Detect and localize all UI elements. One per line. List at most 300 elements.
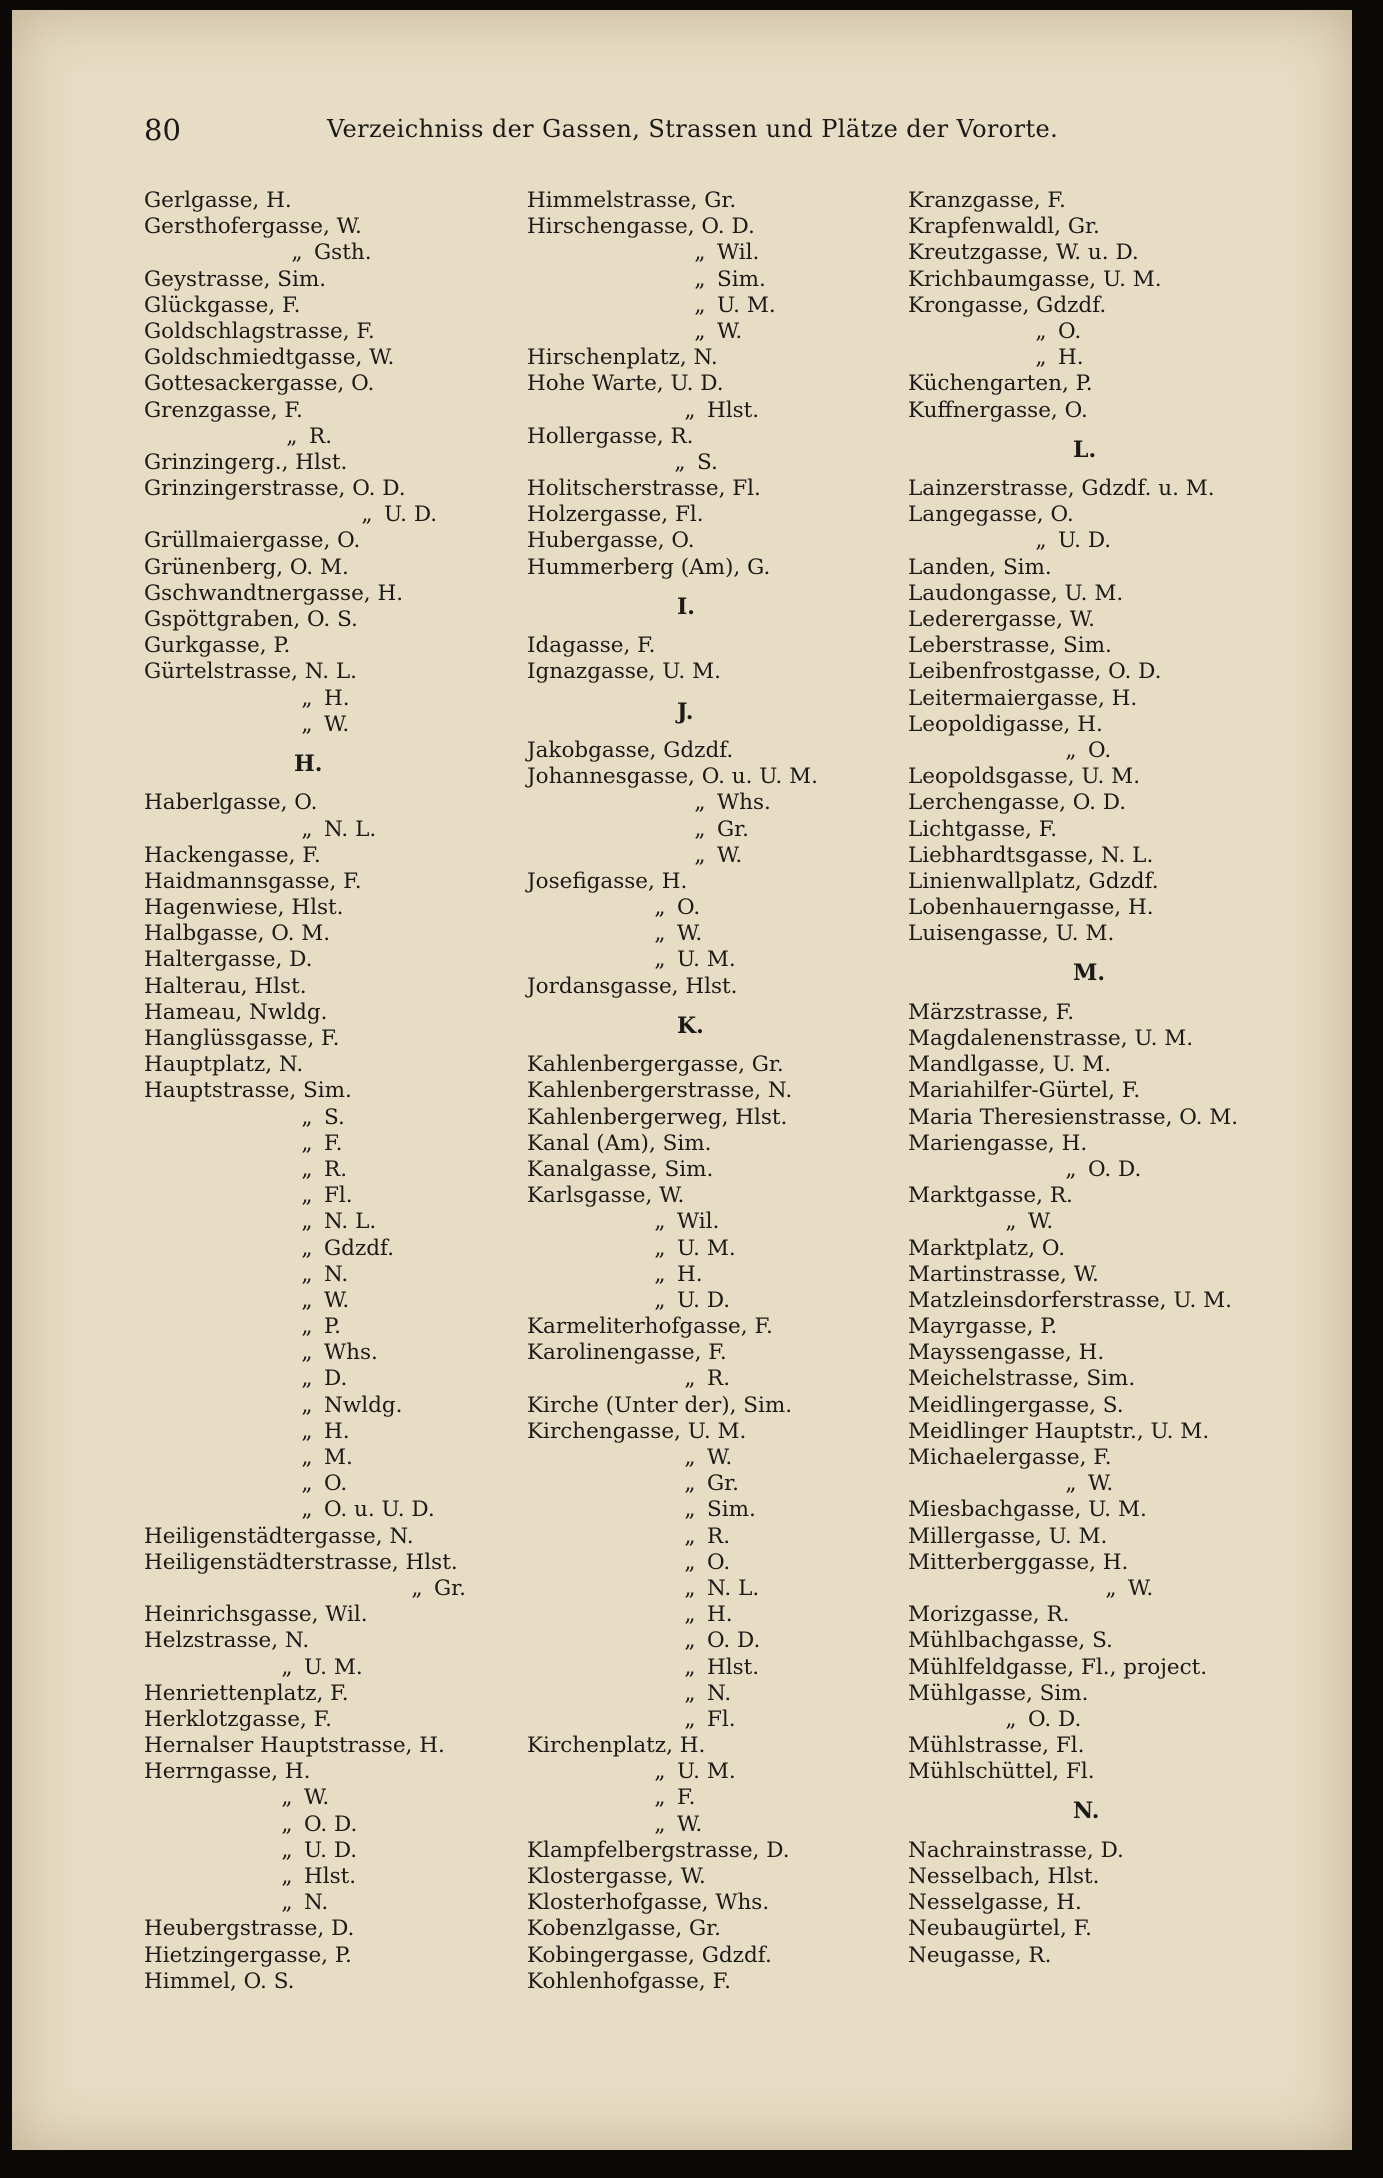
- street-entry: Kirche (Unter der), Sim.: [527, 1392, 793, 1418]
- ditto-entry: [527, 240, 818, 266]
- ditto-entry: [144, 1366, 466, 1392]
- ditto-mark: „: [694, 318, 706, 344]
- street-entry: Hirschengasse, O. D.: [527, 214, 755, 240]
- street-entry: Herrngasse, H.: [144, 1759, 311, 1785]
- ditto-entry: [144, 1157, 466, 1183]
- street-entry: Leibenfrostgasse, O. D.: [908, 659, 1162, 685]
- section-letter: L.: [1073, 436, 1097, 463]
- ditto-mark: „: [281, 1864, 293, 1890]
- entry-district: U. D.: [1058, 528, 1112, 554]
- ditto-entry: [144, 1838, 466, 1864]
- street-entry: Kahlenbergergasse, Gr.: [527, 1052, 784, 1078]
- ditto-mark: „: [281, 1837, 293, 1863]
- street-entry: Grinzingerstrasse, O. D.: [144, 476, 406, 502]
- ditto-entry: [144, 1340, 466, 1366]
- street-entry: Halterau, Hlst.: [144, 973, 307, 999]
- entry-district: Whs.: [324, 1340, 378, 1366]
- street-entry: Hameau, Nwldg.: [144, 999, 328, 1025]
- entry-district: Hlst.: [707, 1654, 760, 1680]
- ditto-mark: „: [654, 921, 666, 947]
- ditto-entry: [144, 1445, 466, 1471]
- street-entry: Haberlgasse, O.: [144, 790, 318, 816]
- street-entry: Halbgasse, O. M.: [144, 921, 331, 947]
- entry-district: F.: [324, 1130, 343, 1156]
- entry-district: Gdzdf.: [324, 1235, 395, 1261]
- ditto-mark: „: [281, 1890, 293, 1916]
- ditto-entry: [527, 921, 818, 947]
- street-entry: Holitscherstrasse, Fl.: [527, 476, 761, 502]
- entry-district: H.: [324, 1418, 350, 1444]
- entry-district: R.: [324, 1156, 348, 1182]
- ditto-entry: [908, 738, 1238, 764]
- street-entry: Nachrainstrasse, D.: [908, 1837, 1124, 1863]
- ditto-entry: [908, 1209, 1238, 1235]
- street-entry: Liebhardtsgasse, N. L.: [908, 842, 1154, 868]
- ditto-entry: [144, 502, 466, 528]
- entry-district: O.: [677, 895, 701, 921]
- entry-district: M.: [324, 1445, 353, 1471]
- ditto-entry: [144, 1890, 466, 1916]
- ditto-entry: [144, 1393, 466, 1419]
- street-entry: Himmel, O. S.: [144, 1968, 295, 1994]
- ditto-entry: [527, 1445, 818, 1471]
- street-entry: Leberstrasse, Sim.: [908, 633, 1112, 659]
- ditto-mark: „: [674, 449, 686, 475]
- street-entry: Krichbaumgasse, U. M.: [908, 266, 1162, 292]
- entry-district: O.: [707, 1549, 731, 1575]
- ditto-entry: [527, 1262, 818, 1288]
- ditto-entry: [527, 1576, 818, 1602]
- ditto-entry: [527, 398, 818, 424]
- street-entry: Haidmannsgasse, F.: [144, 868, 362, 894]
- ditto-mark: „: [301, 1156, 313, 1182]
- street-entry: Kanalgasse, Sim.: [527, 1156, 714, 1182]
- street-entry: Küchengarten, P.: [908, 371, 1093, 397]
- street-entry: Lobenhauerngasse, H.: [908, 895, 1154, 921]
- street-entry: Marktgasse, R.: [908, 1183, 1073, 1209]
- entry-district: Gr.: [434, 1575, 466, 1601]
- street-entry: Mühlschüttel, Fl.: [908, 1759, 1095, 1785]
- street-entry: Karlsgasse, W.: [527, 1183, 685, 1209]
- ditto-entry: [144, 1183, 466, 1209]
- ditto-entry: [527, 843, 818, 869]
- entry-district: W.: [324, 1287, 350, 1313]
- ditto-entry: [527, 267, 818, 293]
- ditto-entry: [527, 1288, 818, 1314]
- entry-district: H.: [324, 685, 350, 711]
- street-entry: Magdalenenstrasse, U. M.: [908, 1026, 1194, 1052]
- street-entry: Maria Theresienstrasse, O. M.: [908, 1104, 1239, 1130]
- street-entry: Grenzgasse, F.: [144, 397, 303, 423]
- entry-district: N.: [707, 1680, 732, 1706]
- entry-district: S.: [324, 1104, 345, 1130]
- street-entry: Luisengasse, U. M.: [908, 921, 1115, 947]
- ditto-mark: „: [684, 1680, 696, 1706]
- ditto-mark: „: [1005, 1209, 1017, 1235]
- ditto-mark: „: [694, 240, 706, 266]
- ditto-entry: [144, 817, 466, 843]
- entry-district: W.: [1128, 1575, 1154, 1601]
- street-entry: Karmeliterhofgasse, F.: [527, 1314, 773, 1340]
- ditto-mark: „: [301, 1471, 313, 1497]
- ditto-entry: [527, 1524, 818, 1550]
- entry-district: W.: [324, 711, 350, 737]
- ditto-entry: [144, 1105, 466, 1131]
- ditto-mark: „: [684, 1471, 696, 1497]
- street-entry: Kobingergasse, Gdzdf.: [527, 1942, 772, 1968]
- street-entry: Laudongasse, U. M.: [908, 580, 1124, 606]
- ditto-mark: „: [684, 1523, 696, 1549]
- entry-district: W.: [304, 1785, 330, 1811]
- street-entry: Morizgasse, R.: [908, 1602, 1070, 1628]
- ditto-mark: „: [301, 711, 313, 737]
- street-entry: Mayrgasse, P.: [908, 1314, 1058, 1340]
- ditto-mark: „: [684, 1497, 696, 1523]
- street-entry: Neubaugürtel, F.: [908, 1916, 1093, 1942]
- page-number: 80: [144, 113, 181, 147]
- street-entry: Lederergasse, W.: [908, 607, 1095, 633]
- street-entry: Klostergasse, W.: [527, 1864, 706, 1890]
- ditto-entry: [144, 1655, 466, 1681]
- street-entry: Gurkgasse, P.: [144, 633, 291, 659]
- ditto-entry: [527, 790, 818, 816]
- entry-district: Wil.: [677, 1209, 720, 1235]
- street-entry: Glückgasse, F.: [144, 292, 301, 318]
- ditto-mark: „: [301, 1261, 313, 1287]
- street-entry: Geystrasse, Sim.: [144, 266, 327, 292]
- entry-district: Gr.: [717, 816, 749, 842]
- street-entry: Gspöttgraben, O. S.: [144, 607, 358, 632]
- ditto-mark: „: [411, 1575, 423, 1601]
- street-entry: Kuffnergasse, O.: [908, 397, 1088, 423]
- street-entry: Henriettenplatz, F.: [144, 1680, 349, 1706]
- entry-district: H.: [707, 1602, 733, 1628]
- ditto-mark: „: [1065, 1471, 1077, 1497]
- ditto-mark: „: [1035, 318, 1047, 344]
- ditto-entry: [144, 1314, 466, 1340]
- ditto-entry: [527, 1497, 818, 1523]
- ditto-mark: „: [684, 1654, 696, 1680]
- entry-district: D.: [324, 1366, 348, 1392]
- entry-district: N. L.: [707, 1575, 760, 1601]
- ditto-entry: [908, 1471, 1238, 1497]
- ditto-mark: „: [301, 1366, 313, 1392]
- street-entry: Miesbachgasse, U. M.: [908, 1497, 1147, 1523]
- ditto-mark: „: [684, 1575, 696, 1601]
- ditto-entry: [908, 1576, 1238, 1602]
- street-entry: Kirchenplatz, H.: [527, 1733, 706, 1759]
- ditto-entry: [527, 1550, 818, 1576]
- ditto-mark: „: [654, 1759, 666, 1785]
- ditto-mark: „: [684, 397, 696, 423]
- street-entry: Helzstrasse, N.: [144, 1628, 310, 1654]
- entry-district: Gsth.: [314, 240, 372, 266]
- ditto-mark: „: [286, 423, 298, 449]
- street-entry: Nesselgasse, H.: [908, 1890, 1082, 1916]
- street-entry: Kanal (Am), Sim.: [527, 1130, 712, 1156]
- ditto-entry: [144, 1262, 466, 1288]
- street-entry: Kahlenbergerweg, Hlst.: [527, 1104, 788, 1130]
- ditto-entry: [144, 1497, 466, 1523]
- index-column-3: [908, 188, 1238, 1969]
- ditto-mark: „: [684, 1628, 696, 1654]
- ditto-entry: [527, 1759, 818, 1785]
- street-entry: Mariahilfer-Gürtel, F.: [908, 1078, 1141, 1104]
- ditto-mark: „: [301, 1209, 313, 1235]
- ditto-mark: „: [654, 1209, 666, 1235]
- entry-district: Hlst.: [304, 1864, 357, 1890]
- ditto-entry: [527, 1812, 818, 1838]
- ditto-mark: „: [694, 842, 706, 868]
- street-entry: Meidlinger Hauptstr., U. M.: [908, 1418, 1210, 1444]
- street-entry: Hohe Warte, U. D.: [527, 371, 724, 397]
- street-entry: Klosterhofgasse, Whs.: [527, 1890, 770, 1916]
- ditto-mark: „: [1035, 345, 1047, 371]
- ditto-mark: „: [281, 1785, 293, 1811]
- street-entry: Karolinengasse, F.: [527, 1340, 727, 1366]
- entry-district: S.: [697, 449, 718, 475]
- entry-district: Fl.: [324, 1183, 353, 1209]
- ditto-entry: [527, 1602, 818, 1628]
- street-entry: Meidlingergasse, S.: [908, 1392, 1124, 1418]
- entry-district: F.: [677, 1785, 696, 1811]
- entry-district: O. D.: [707, 1628, 761, 1654]
- street-entry: Nesselbach, Hlst.: [908, 1864, 1100, 1890]
- entry-district: O.: [1058, 318, 1082, 344]
- entry-district: W.: [677, 1811, 703, 1837]
- street-entry: Haltergasse, D.: [144, 947, 313, 973]
- entry-district: N. L.: [324, 816, 377, 842]
- street-entry: Gschwandtnergasse, H.: [144, 580, 404, 606]
- street-entry: Millergasse, U. M.: [908, 1523, 1108, 1549]
- ditto-mark: „: [301, 816, 313, 842]
- entry-district: U. M.: [677, 947, 736, 973]
- street-entry: Kobenzlgasse, Gr.: [527, 1916, 721, 1942]
- entry-district: W.: [717, 318, 743, 344]
- ditto-entry: [527, 1628, 818, 1654]
- entry-district: R.: [707, 1523, 731, 1549]
- street-entry: Grinzingerg., Hlst.: [144, 449, 348, 475]
- street-entry: Meichelstrasse, Sim.: [908, 1366, 1136, 1392]
- ditto-entry: [144, 1471, 466, 1497]
- ditto-entry: [908, 528, 1238, 554]
- ditto-mark: „: [301, 1445, 313, 1471]
- street-entry: Josefigasse, H.: [527, 868, 688, 894]
- street-entry: Marktplatz, O.: [908, 1235, 1066, 1261]
- street-entry: Hackengasse, F.: [144, 842, 321, 868]
- street-entry: Himmelstrasse, Gr.: [527, 188, 737, 213]
- ditto-mark: „: [301, 1130, 313, 1156]
- ditto-mark: „: [654, 1261, 666, 1287]
- street-entry: Grüllmaiergasse, O.: [144, 528, 361, 554]
- ditto-mark: „: [684, 1366, 696, 1392]
- section-letter: M.: [1073, 960, 1106, 987]
- ditto-entry: [527, 1471, 818, 1497]
- street-entry: Grünenberg, O. M.: [144, 554, 349, 580]
- street-entry: Matzleinsdorferstrasse, U. M.: [908, 1287, 1232, 1313]
- entry-district: Sim.: [707, 1497, 756, 1523]
- ditto-entry: [527, 450, 818, 476]
- entry-district: Sim.: [717, 266, 766, 292]
- ditto-entry: [527, 1655, 818, 1681]
- street-entry: Heiligenstädtergasse, N.: [144, 1523, 414, 1549]
- ditto-mark: „: [301, 1104, 313, 1130]
- page-title: Verzeichniss der Gassen, Strassen und Plätze der Vororte.: [327, 115, 1059, 143]
- ditto-mark: „: [694, 292, 706, 318]
- street-entry: Hirschenplatz, N.: [527, 345, 718, 371]
- index-column-1: [144, 188, 466, 1995]
- entry-district: O. u. U. D.: [324, 1497, 435, 1523]
- street-entry: Martinstrasse, W.: [908, 1261, 1099, 1287]
- ditto-mark: „: [694, 266, 706, 292]
- street-entry: Kohlenhofgasse, F.: [527, 1968, 731, 1994]
- entry-district: U. M.: [717, 292, 776, 318]
- street-entry: Hubergasse, O.: [527, 528, 695, 554]
- ditto-entry: [908, 319, 1238, 345]
- ditto-mark: „: [301, 1314, 313, 1340]
- ditto-mark: „: [654, 1811, 666, 1837]
- entry-district: U. M.: [304, 1654, 363, 1680]
- ditto-mark: „: [684, 1706, 696, 1732]
- ditto-entry: [527, 1366, 818, 1392]
- street-entry: Michaelergasse, F.: [908, 1445, 1112, 1471]
- ditto-entry: [144, 1419, 466, 1445]
- ditto-entry: [144, 1288, 466, 1314]
- street-entry: Gürtelstrasse, N. L.: [144, 659, 357, 685]
- entry-district: O. D.: [1088, 1156, 1142, 1182]
- entry-district: U. D.: [384, 502, 438, 528]
- ditto-entry: [527, 1209, 818, 1235]
- ditto-entry: [527, 1236, 818, 1262]
- street-entry: Krongasse, Gdzdf.: [908, 292, 1107, 318]
- street-entry: Holzergasse, Fl.: [527, 502, 704, 528]
- ditto-mark: „: [684, 1602, 696, 1628]
- ditto-entry: [527, 319, 818, 345]
- street-entry: Landen, Sim.: [908, 554, 1052, 580]
- ditto-entry: [908, 345, 1238, 371]
- book-page: [12, 10, 1352, 2150]
- ditto-mark: „: [1065, 737, 1077, 763]
- ditto-entry: [144, 1131, 466, 1157]
- section-letter: K.: [677, 1012, 704, 1039]
- ditto-mark: „: [654, 1785, 666, 1811]
- section-letter: I.: [677, 593, 695, 620]
- street-entry: Heiligenstädterstrasse, Hlst.: [144, 1549, 458, 1575]
- entry-district: O.: [324, 1471, 348, 1497]
- entry-district: Gr.: [707, 1471, 739, 1497]
- entry-district: H.: [677, 1261, 703, 1287]
- ditto-entry: [527, 1707, 818, 1733]
- ditto-mark: „: [301, 1287, 313, 1313]
- ditto-mark: „: [301, 1418, 313, 1444]
- entry-district: N.: [324, 1261, 349, 1287]
- ditto-entry: [144, 1864, 466, 1890]
- ditto-mark: „: [291, 240, 303, 266]
- street-entry: Lerchengasse, O. D.: [908, 790, 1127, 816]
- entry-district: Wil.: [717, 240, 760, 266]
- ditto-mark: „: [694, 816, 706, 842]
- ditto-mark: „: [301, 685, 313, 711]
- entry-district: U. M.: [677, 1759, 736, 1785]
- street-entry: Hagenwiese, Hlst.: [144, 895, 344, 921]
- ditto-entry: [144, 1209, 466, 1235]
- street-entry: Gerlgasse, H.: [144, 188, 292, 213]
- street-entry: Gottesackergasse, O.: [144, 371, 375, 397]
- section-letter: H.: [294, 750, 323, 777]
- entry-district: U. D.: [677, 1287, 731, 1313]
- street-entry: Herklotzgasse, F.: [144, 1706, 333, 1732]
- ditto-entry: [908, 1707, 1238, 1733]
- street-entry: Mühlfeldgasse, Fl., project.: [908, 1654, 1208, 1680]
- ditto-mark: „: [654, 947, 666, 973]
- street-entry: Neugasse, R.: [908, 1942, 1052, 1968]
- street-entry: Heubergstrasse, D.: [144, 1916, 355, 1942]
- entry-district: W.: [707, 1445, 733, 1471]
- entry-district: U. M.: [677, 1235, 736, 1261]
- ditto-entry: [144, 424, 466, 450]
- section-letter: N.: [1073, 1798, 1100, 1825]
- street-entry: Klampfelbergstrasse, D.: [527, 1837, 790, 1863]
- entry-district: Whs.: [717, 790, 771, 816]
- ditto-mark: „: [1065, 1156, 1077, 1182]
- entry-district: Nwldg.: [324, 1392, 403, 1418]
- entry-district: W.: [1088, 1471, 1114, 1497]
- street-entry: Leopoldigasse, H.: [908, 711, 1103, 737]
- ditto-entry: [144, 1576, 466, 1602]
- street-entry: Hanglüssgasse, F.: [144, 1026, 340, 1052]
- street-entry: Krapfenwaldl, Gr.: [908, 214, 1100, 240]
- street-entry: Kahlenbergerstrasse, N.: [527, 1078, 793, 1104]
- entry-district: Hlst.: [707, 397, 760, 423]
- street-entry: Hummerberg (Am), G.: [527, 554, 771, 580]
- street-entry: Ignazgasse, U. M.: [527, 659, 721, 685]
- street-entry: Leitermaiergasse, H.: [908, 685, 1138, 711]
- ditto-mark: „: [1105, 1575, 1117, 1601]
- ditto-mark: „: [301, 1392, 313, 1418]
- street-entry: Hietzingergasse, P.: [144, 1942, 352, 1968]
- ditto-mark: „: [301, 1497, 313, 1523]
- entry-district: P.: [324, 1314, 341, 1340]
- ditto-mark: „: [301, 1340, 313, 1366]
- entry-district: O. D.: [1028, 1706, 1082, 1732]
- street-entry: Hernalser Hauptstrasse, H.: [144, 1733, 445, 1759]
- street-entry: Johannesgasse, O. u. U. M.: [527, 764, 818, 790]
- ditto-entry: [144, 1236, 466, 1262]
- entry-district: H.: [1058, 345, 1084, 371]
- street-entry: Hauptstrasse, Sim.: [144, 1078, 352, 1104]
- ditto-mark: „: [281, 1811, 293, 1837]
- ditto-mark: „: [654, 1287, 666, 1313]
- entry-district: U. D.: [304, 1837, 358, 1863]
- ditto-entry: [908, 1157, 1238, 1183]
- street-entry: Goldschmiedtgasse, W.: [144, 345, 395, 371]
- ditto-entry: [144, 240, 466, 266]
- entry-district: O. D.: [304, 1811, 358, 1837]
- street-entry: Gersthofergasse, W.: [144, 214, 362, 240]
- street-entry: Hollergasse, R.: [527, 423, 694, 449]
- street-entry: Mayssengasse, H.: [908, 1340, 1105, 1366]
- entry-district: R.: [707, 1366, 731, 1392]
- street-entry: Idagasse, F.: [527, 633, 656, 659]
- street-entry: Mitterberggasse, H.: [908, 1549, 1129, 1575]
- street-entry: Hauptplatz, N.: [144, 1052, 304, 1078]
- entry-district: R.: [309, 423, 333, 449]
- street-entry: Mühlgasse, Sim.: [908, 1680, 1089, 1706]
- ditto-entry: [527, 1785, 818, 1811]
- street-entry: Jordansgasse, Hlst.: [527, 973, 738, 999]
- ditto-entry: [527, 895, 818, 921]
- street-entry: Langegasse, O.: [908, 502, 1074, 528]
